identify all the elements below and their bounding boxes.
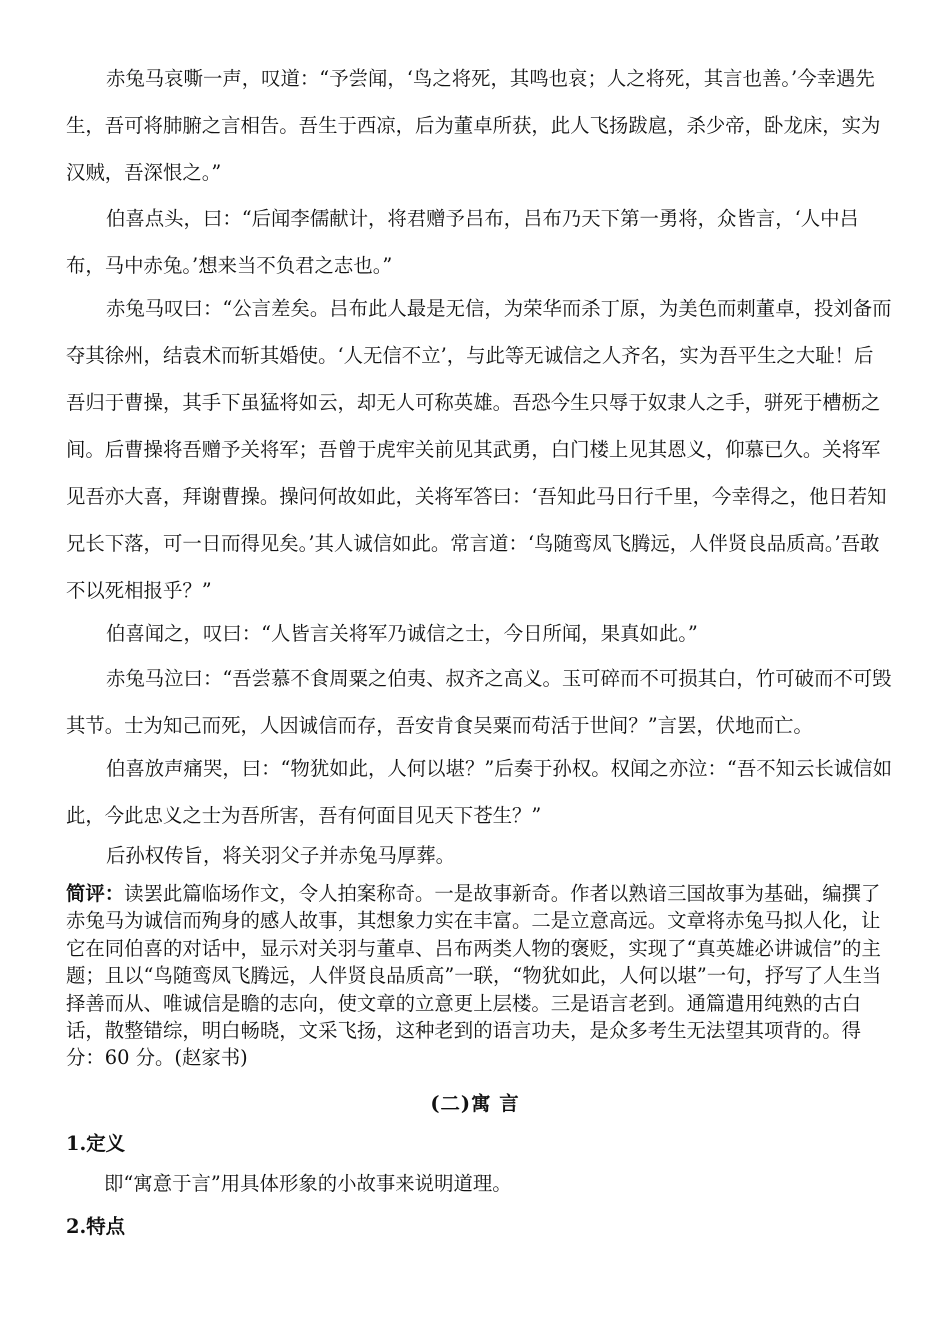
- story-paragraph-6: [66, 745, 892, 839]
- story-paragraph-2: [66, 195, 892, 289]
- definition-sentence: 即“寓意于言”用具体形象的小故事来说明道理。: [104, 1172, 512, 1195]
- paragraph-text: 赤兔马哀嘶一声，叹道：“予尝闻，‘鸟之将死，其鸣也哀；人之将死，其言也善。’今幸遇先生，吾可将肺腑之言相告。吾生于西凉，后为董卓所获，此人飞扬跋扈，杀少帝，卧龙床，实为汉贼，吾深恨之。”: [66, 67, 881, 184]
- paragraph-text: 后孙权传旨，将关羽父子并赤兔马厚葬。: [106, 844, 456, 867]
- paragraph-text: 伯喜闻之，叹曰：“人皆言关将军乃诚信之士，今日所闻，果真如此。”: [106, 622, 698, 645]
- story-paragraph-1: [66, 55, 892, 196]
- section-title: (二)寓 言: [430, 1092, 520, 1115]
- paragraph-text: 赤兔马泣曰：“吾尝慕不食周粟之伯夷、叔齐之高义。玉可碎而不可损其白，竹可破而不可毁其节。士为知己而死，人因诚信而存，吾安肯食吴粟而苟活于世间？”言罢，伏地而亡。: [66, 667, 892, 737]
- review-label: 简评：: [66, 882, 125, 905]
- review-text: 读罢此篇临场作文，令人拍案称奇。一是故事新奇。作者以熟谙三国故事为基础，编撰了赤兔马为诚信而殉身的感人故事，其想象力实在丰富。二是立意高远。文章将赤兔马拟人化，让它在同伯喜的对话中，显示对关羽与董卓、吕布两类人物的褒贬，实现了“真英雄必讲诚信”的主题；且以“鸟随鸾凤飞腾远，人伴贤良品质高”一联，“物犹如此，人何以堪”一句，抒写了人生当择善而从、唯诚信是瞻的志向，使文章的立意更上层楼。三是语言老到。通篇遣用纯熟的古白话，散整错综，明白畅晓，文采飞扬，这种老到的语言功夫，是众多考生无法望其项背的。得分：60 分。(赵家书): [66, 882, 882, 1070]
- story-paragraph-7: [66, 832, 892, 879]
- paragraph-text: 伯喜点头，曰：“后闻李儒献计，将君赠予吕布，吕布乃天下第一勇将，众皆言，‘人中吕布，马中赤兔。’想来当不负君之志也。”: [66, 207, 859, 277]
- story-paragraph-4: [66, 610, 892, 657]
- definition-text: [66, 1168, 892, 1196]
- paragraph-text: 赤兔马叹曰：“公言差矣。吕布此人最是无信，为荣华而杀丁原，为美色而刺董卓，投刘备而夺其徐州，结袁术而斩其婚使。‘人无信不立’，与此等无诚信之人齐名，实为吾平生之大耻！后吾归于曹操，其手下虽猛将如云，却无人可称英雄。吾恐今生只辱于奴隶人之手，骈死于槽枥之间。后曹操将吾赠予关将军；吾曾于虎牢关前见其武勇，白门楼上见其恩义，仰慕已久。关将军见吾亦大喜，拜谢曹操。操问何故如此，关将军答曰：‘吾知此马日行千里，今幸得之，他日若知兄长下落，可一日而得见矣。’其人诚信如此。常言道：‘鸟随鸾凤飞腾远，人伴贤良品质高。’吾敢不以死相报乎？”: [66, 297, 892, 602]
- story-paragraph-5: [66, 655, 892, 749]
- heading-features: 2.特点: [66, 1215, 126, 1238]
- paragraph-text: 伯喜放声痛哭，曰：“物犹如此，人何以堪？”后奏于孙权。权闻之亦泣：“吾不知云长诚信如此，今此忠义之士为吾所害，吾有何面目见天下苍生？”: [66, 757, 892, 827]
- review-block: [66, 880, 892, 1072]
- heading-definition: 1.定义: [66, 1132, 126, 1155]
- story-paragraph-3: [66, 285, 892, 614]
